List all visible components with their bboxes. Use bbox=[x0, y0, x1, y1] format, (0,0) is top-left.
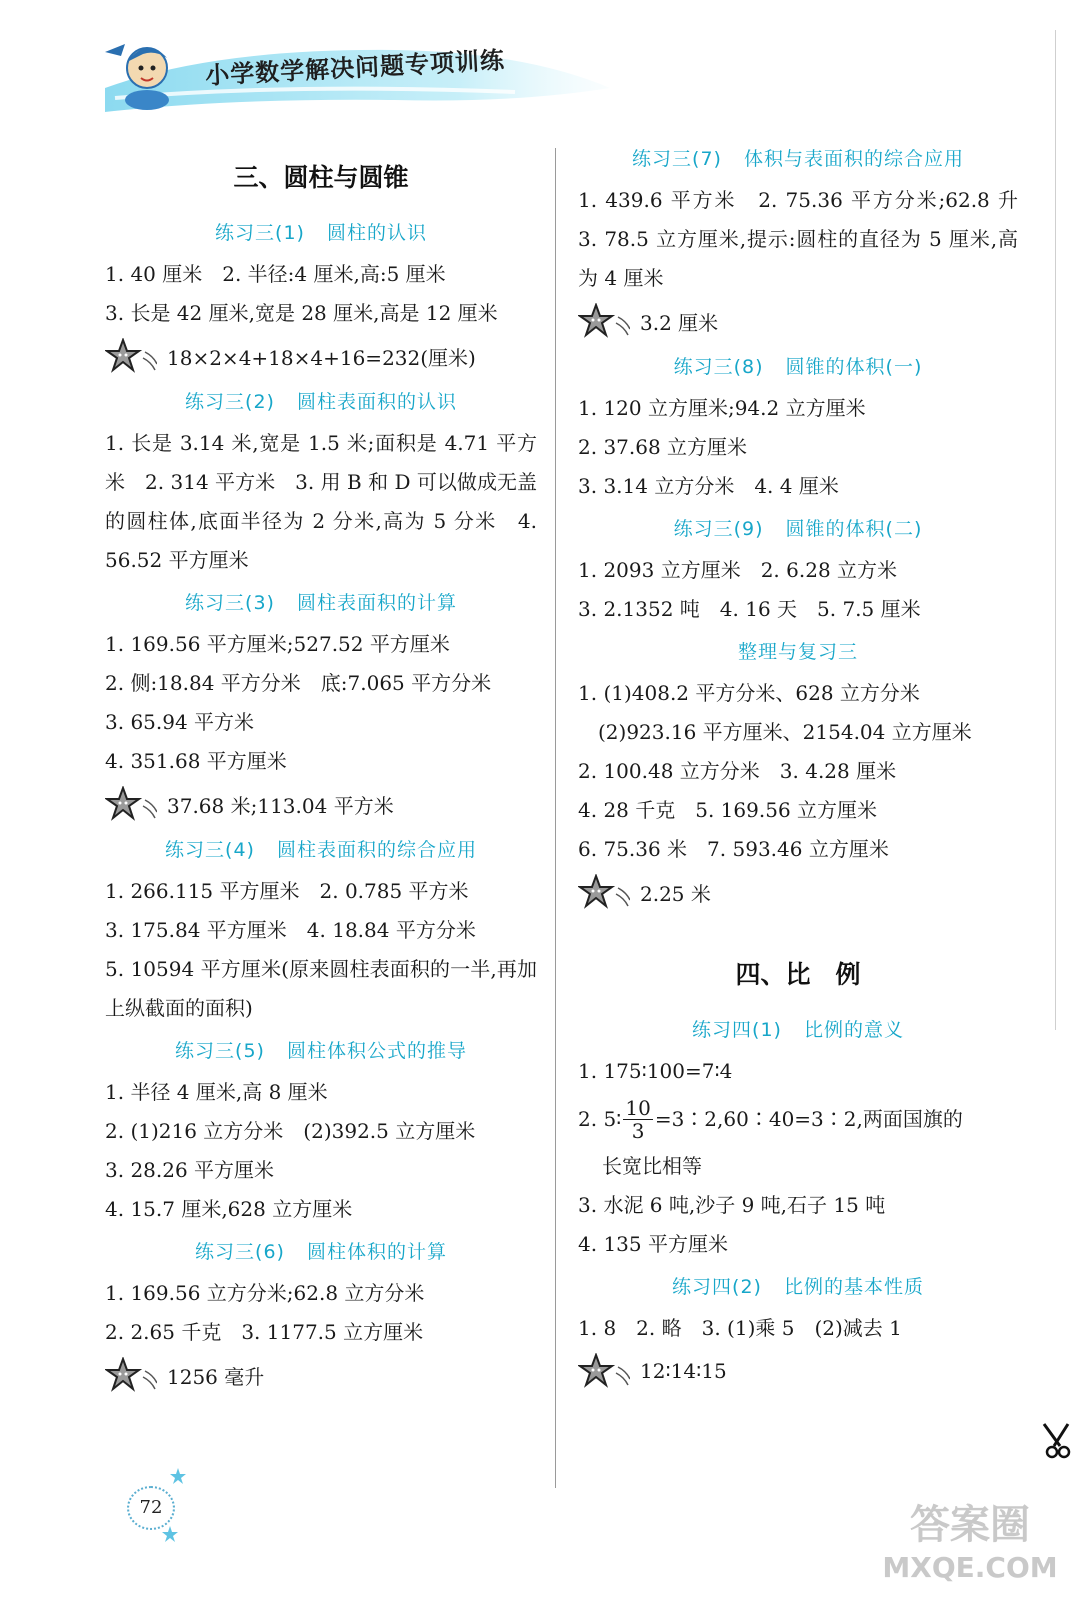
section-label: 练习四(1) bbox=[692, 1019, 782, 1041]
left-column bbox=[105, 140, 537, 1398]
section-3-5 bbox=[105, 1036, 537, 1229]
star-icon bbox=[578, 1353, 630, 1389]
header-title: 小学数学解决问题专项训练 bbox=[204, 46, 506, 90]
section-label: 练习三(5) bbox=[175, 1040, 265, 1062]
section-label: 练习三(1) bbox=[215, 222, 305, 244]
watermark-line1: 答案圈 bbox=[910, 1502, 1030, 1548]
answer-line: 3. 175.84 平方厘米 4. 18.84 平方分米 bbox=[105, 918, 476, 942]
chapter-title: 三、圆柱与圆锥 bbox=[233, 163, 409, 192]
section-3-1 bbox=[105, 218, 537, 379]
answer-line: 3. 水泥 6 吨,沙子 9 吨,石子 15 吨 bbox=[578, 1193, 886, 1217]
answer-line: 1. 8 2. 略 3. (1)乘 5 (2)减去 1 bbox=[578, 1316, 902, 1340]
section-title: 圆柱体积公式的推导 bbox=[286, 1040, 467, 1062]
section-3-7 bbox=[578, 144, 1038, 344]
answer-line: 4. 28 千克 5. 169.56 立方厘米 bbox=[578, 798, 878, 822]
answer-line: 2. 37.68 立方厘米 bbox=[578, 435, 748, 459]
section-title: 圆柱体积的计算 bbox=[306, 1241, 447, 1263]
answer-line: 1. 266.115 平方厘米 2. 0.785 平方米 bbox=[105, 879, 469, 903]
section-3-9 bbox=[578, 514, 1018, 629]
sparkle-icon bbox=[160, 1466, 190, 1546]
section-title: 比例的意义 bbox=[803, 1019, 904, 1041]
section-heading bbox=[105, 387, 537, 414]
star-icon bbox=[578, 874, 630, 910]
section-heading bbox=[578, 352, 1018, 379]
answer-line: 1. 169.56 平方厘米;527.52 平方厘米 bbox=[105, 632, 450, 656]
section-3-4 bbox=[105, 835, 537, 1028]
page-edge-rule bbox=[1055, 30, 1056, 1030]
star-icon bbox=[105, 1357, 157, 1393]
section-heading bbox=[105, 1036, 537, 1063]
section-heading bbox=[105, 835, 537, 862]
answer-line: 1. 175∶100=7∶4 bbox=[578, 1059, 733, 1083]
answer-line: 1. 120 立方厘米;94.2 立方厘米 bbox=[578, 396, 866, 420]
section-title: 圆锥的体积(二) bbox=[785, 518, 923, 540]
section-label: 练习四(2) bbox=[672, 1276, 762, 1298]
answer-line: 2. 2.65 千克 3. 1177.5 立方厘米 bbox=[105, 1320, 424, 1344]
answer-line: 3. 3.14 立方分米 4. 4 厘米 bbox=[578, 474, 839, 498]
star-answer bbox=[578, 1348, 1018, 1394]
section-label: 练习三(9) bbox=[673, 518, 764, 540]
star-icon bbox=[105, 786, 157, 822]
section-review-3 bbox=[578, 637, 1018, 915]
section-title: 圆柱的认识 bbox=[326, 222, 427, 244]
star-answer bbox=[578, 869, 1018, 915]
fraction-numerator: 10 bbox=[625, 1095, 651, 1120]
answer-line: 1. (1)408.2 平方分米、628 立方分米 bbox=[578, 681, 920, 705]
section-label: 练习三(7) bbox=[632, 148, 722, 170]
answer-line: 1. 169.56 立方分米;62.8 立方分米 bbox=[105, 1281, 425, 1305]
section-title: 圆柱表面积的计算 bbox=[296, 592, 457, 614]
answer-line: 4. 15.7 厘米,628 立方厘米 bbox=[105, 1197, 353, 1221]
answer-line: 3. 28.26 平方厘米 bbox=[105, 1158, 275, 1182]
section-label: 练习三(3) bbox=[185, 592, 275, 614]
section-heading bbox=[578, 1272, 1018, 1299]
answer-line: 3. 65.94 平方米 bbox=[105, 710, 255, 734]
section-title: 圆柱表面积的认识 bbox=[296, 391, 457, 413]
answer-line: 3. 长是 42 厘米,宽是 28 厘米,高是 12 厘米 bbox=[105, 301, 498, 325]
star-answer bbox=[105, 1352, 537, 1398]
star-icon bbox=[578, 303, 630, 339]
section-heading bbox=[578, 637, 1018, 664]
fraction-suffix: =3∶2,60∶40=3∶2,两面国旗的 bbox=[654, 1106, 963, 1131]
answer-line: 2. (1)216 立方分米 (2)392.5 立方厘米 bbox=[105, 1119, 476, 1143]
star-answer-text: 18×2×4+18×4+16=232(厘米) bbox=[167, 345, 476, 370]
section-heading bbox=[578, 514, 1018, 541]
section-3-8 bbox=[578, 352, 1018, 506]
right-column bbox=[578, 140, 1038, 1394]
answer-line-fraction bbox=[578, 1091, 1018, 1147]
answer-line: 6. 75.36 米 7. 593.46 立方厘米 bbox=[578, 837, 889, 861]
star-answer bbox=[105, 781, 537, 827]
answer-line: 3. 2.1352 吨 4. 16 天 5. 7.5 厘米 bbox=[578, 597, 921, 621]
column-divider bbox=[555, 148, 556, 1488]
section-label: 练习三(6) bbox=[195, 1241, 285, 1263]
section-4-1 bbox=[578, 1015, 1018, 1264]
answer-line: 1. 40 厘米 2. 半径:4 厘米,高:5 厘米 bbox=[105, 262, 446, 286]
answer-line: 5. 10594 平方厘米(原来圆柱表面积的一半,再加上纵截面的面积) bbox=[105, 957, 537, 1020]
section-title: 圆锥的体积(一) bbox=[785, 356, 923, 378]
section-label: 练习三(2) bbox=[185, 391, 275, 413]
star-answer bbox=[105, 333, 537, 379]
fraction bbox=[623, 1097, 652, 1142]
section-heading bbox=[105, 218, 537, 245]
page-number: 72 bbox=[127, 1486, 175, 1530]
answer-line: (2)923.16 平方厘米、2154.04 立方厘米 bbox=[578, 720, 972, 744]
section-title: 体积与表面积的综合应用 bbox=[743, 148, 964, 170]
answer-line: 1. 长是 3.14 米,宽是 1.5 米;面积是 4.71 平方米 2. 314 平方米 3. 用 B 和 D 可以做成无盖的圆柱体,底面半径为 2 分米,高为 5 分米 4. 56.52 平方厘米 bbox=[105, 431, 537, 572]
section-label: 练习三(4) bbox=[165, 839, 255, 861]
section-3-6 bbox=[105, 1237, 537, 1398]
watermark bbox=[880, 1500, 1060, 1595]
star-answer bbox=[578, 298, 1018, 344]
scissors-icon bbox=[1040, 1420, 1076, 1460]
section-title: 圆柱表面积的综合应用 bbox=[276, 839, 477, 861]
star-answer-text: 12∶14∶15 bbox=[640, 1359, 727, 1383]
fraction-prefix: 2. 5∶ bbox=[578, 1106, 622, 1131]
star-icon bbox=[105, 338, 157, 374]
chapter-title: 四、比 例 bbox=[735, 960, 861, 989]
answer-line: 4. 351.68 平方厘米 bbox=[105, 749, 287, 773]
star-answer-text: 2.25 米 bbox=[640, 881, 711, 906]
section-heading bbox=[105, 588, 537, 615]
section-title: 整理与复习三 bbox=[737, 641, 858, 663]
answer-line: 长宽比相等 bbox=[602, 1154, 702, 1178]
section-4-2 bbox=[578, 1272, 1018, 1394]
answer-line: 4. 135 平方厘米 bbox=[578, 1232, 728, 1256]
fraction-denominator: 3 bbox=[631, 1118, 645, 1143]
answer-line: 1. 2093 立方厘米 2. 6.28 立方米 bbox=[578, 558, 898, 582]
section-heading bbox=[578, 1015, 1018, 1042]
answer-line: 1. 半径 4 厘米,高 8 厘米 bbox=[105, 1080, 328, 1104]
section-3-3 bbox=[105, 588, 537, 827]
star-answer-text: 3.2 厘米 bbox=[640, 310, 719, 335]
watermark-line2: MXQE.COM bbox=[882, 1551, 1058, 1584]
star-answer-text: 37.68 米;113.04 平方米 bbox=[167, 793, 394, 818]
answer-line: 2. 侧:18.84 平方分米 底:7.065 平方分米 bbox=[105, 671, 492, 695]
answer-line: 1. 439.6 平方米 2. 75.36 平方分米;62.8 升 3. 78.5 立方厘米,提示:圆柱的直径为 5 厘米,高为 4 厘米 bbox=[578, 188, 1038, 290]
section-3-2 bbox=[105, 387, 537, 580]
section-heading bbox=[105, 1237, 537, 1264]
star-answer-text: 1256 毫升 bbox=[167, 1364, 265, 1389]
section-label: 练习三(8) bbox=[673, 356, 764, 378]
section-title: 比例的基本性质 bbox=[783, 1276, 924, 1298]
answer-line: 2. 100.48 立方分米 3. 4.28 厘米 bbox=[578, 759, 897, 783]
section-heading bbox=[578, 144, 1018, 171]
